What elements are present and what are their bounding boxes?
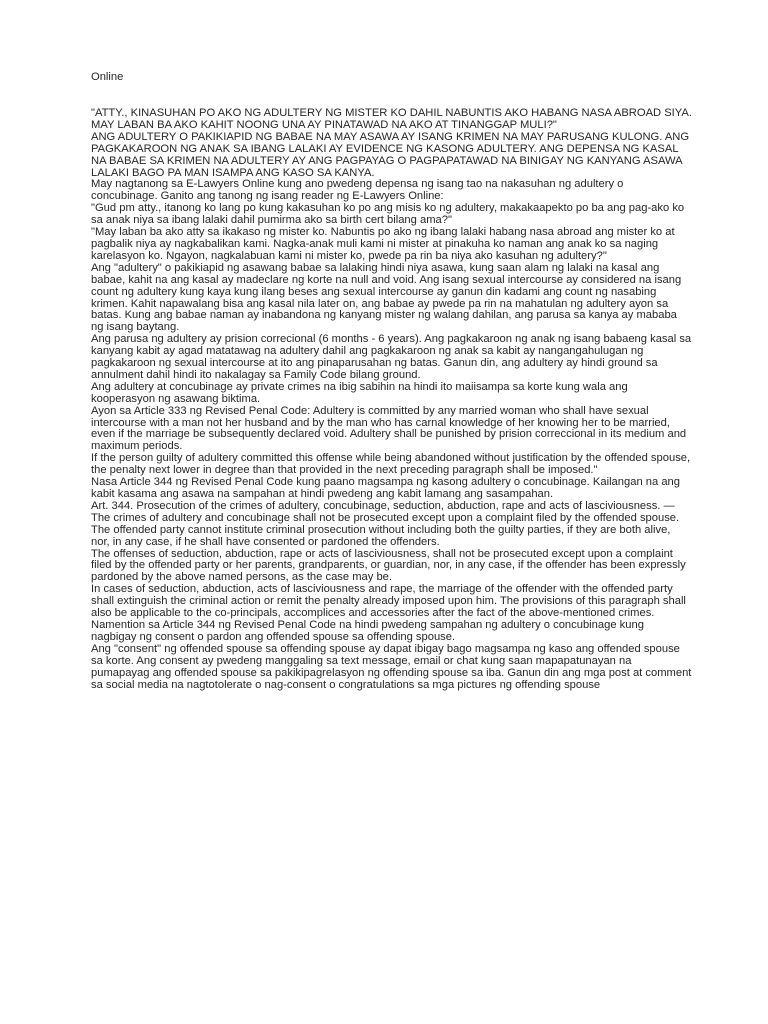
paragraph: Ang "consent" ng offended spouse sa offending spouse ay dapat ibigay bago magsampa ng kaso ang offended spouse sa korte. Ang consent ay pwedeng manggaling sa text message, email or chat kung saan mapapatunayan na pumapayag ang offended spouse sa pakikipagrelasyon ng offending spouse sa iba. Ganun din ang mga post at comment sa social media na nagtotolerate o nag-consent o congratulations sa mga pictures ng offending spouse xyxy=(91,642,692,691)
paragraph: Ang parusa ng adultery ay prision correcional (6 months - 6 years). Ang pagkakaroon ng anak ng isang babaeng kasal sa kanyang kabit ay agad matatawag na adultery dahil ang pagkakaroon ng anak sa kabit ay nangangahulugan ng pagkakaroon ng sexual intercourse at ito ang pinaparusahan ng batas. Ganun din, ang adultery ay hindi ground sa annulment dahil hindi ito nakalagay sa Family Code bilang ground. xyxy=(91,333,692,381)
paragraph: "Gud pm atty., itanong ko lang po kung kakasuhan ko po ang misis ko ng adultery, makakaapekto po ba ang pag-ako ko sa anak niya sa ibang lalaki dahil pumirma ako sa birth cert bilang ama?" xyxy=(91,202,685,227)
paragraph: Art. 344. Prosecution of the crimes of adultery, concubinage, seduction, abduction, rape and acts of lasciviousness. — The crimes of adultery and concubinage shall not be prosecuted except upon a complaint filed by the offended spouse. xyxy=(91,499,680,524)
paragraph: The offenses of seduction, abduction, rape or acts of lasciviousness, shall not be prosecuted except upon a complaint filed by the offended party or her parents, grandparents, or guardian, nor, in any case, if the offender has been expressly pardoned by the above named persons, as the case may be. xyxy=(91,547,686,584)
paragraph: If the person guilty of adultery committed this offense while being abandoned without justification by the offended spouse, the penalty next lower in degree than that provided in the next preceding paragraph shall be imposed." xyxy=(91,452,691,477)
document-header: Online xyxy=(91,71,124,83)
paragraph: "May laban ba ako atty sa ikakaso ng mister ko. Nabuntis po ako ng ibang lalaki habang nasa abroad ang mister ko at pagbalik niya ay nagkabalikan kami. Nagka-anak muli kami ni mister at pinakuha ko naman ang anak ko sa naging karelasyon ko. Ngayon, nagkalabuan kami ni mister ko, pwede pa rin ba niya ako kasuhan ng adultery?" xyxy=(91,226,675,262)
paragraph: Ang adultery at concubinage ay private crimes na ibig sabihin na hindi ito maiisampa sa korte kung wala ang kooperasyon ng asawang biktima. xyxy=(91,380,628,405)
paragraph: Nasa Article 344 ng Revised Penal Code kung paano magsampa ng kasong adultery o concubinage. Kailangan na ang kabit kasama ang asawa na sampahan at hindi pwedeng ang kabit lamang ang sasampahan. xyxy=(91,476,680,500)
paragraph: Ayon sa Article 333 ng Revised Penal Code: Adultery is committed by any married woman who shall have sexual intercourse with a man not her husband and by the man who has carnal knowledge of her knowing her to be married, even if the marriage be subsequently declared void. Adultery shall be punished by prision correccional in its medium and maximum periods. xyxy=(91,404,687,453)
paragraph: In cases of seduction, abduction, acts of lasciviousness and rape, the marriage of the offender with the offended party shall extinguish the criminal action or remit the penalty already imposed upon him. The provisions of this paragraph shall also be applicable to the co-principals, accomplices and accessories after the fact of the above-mentioned crimes. xyxy=(91,583,686,620)
paragraph: May nagtanong sa E-Lawyers Online kung ano pwedeng depensa ng isang tao na nakasuhan ng adultery o concubinage. Ganito ang tanong ng isang reader ng E-Lawyers Online: xyxy=(91,178,624,203)
document-body xyxy=(91,108,692,691)
paragraph-question-heading: "ATTY., KINASUHAN PO AKO NG ADULTERY NG MISTER KO DAHIL NABUNTIS AKO HABANG NASA ABROAD SIYA. MAY LABAN BA AKO KAHIT NOONG UNA AY PINATAWAD NA AKO AT TINANGGAP MULI?" xyxy=(91,107,692,131)
paragraph: The offended party cannot institute criminal prosecution without including both the guilty parties, if they are both alive, nor, in any case, if he shall have consented or pardoned the offenders. xyxy=(91,523,671,548)
paragraph: Namention sa Article 344 ng Revised Penal Code na hindi pwedeng sampahan ng adultery o concubinage kung nagbigay ng consent o pardon ang offended spouse sa offending spouse. xyxy=(91,618,644,643)
paragraph: Ang "adultery" o pakikiapid ng asawang babae sa lalaking hindi niya asawa, kung saan alam ng lalaki na kasal ang babae, kahit na ang kasal ay madeclare ng korte na null and void. Ang isang sexual intercourse ay considered na isang count ng adultery kung kaya kung ilang beses ang sexual intercourse ay ganun din kadami ang count ng nasabing krimen. Kahit napawalang bisa ang kasal nila later on, ang babae ay pwede pa rin na mahatulan ng adultery ayon sa batas. Kung ang babae naman ay inabandona ng kanyang mister ng walang dahilan, ang parusa sa kanya ay mababa ng isang baytang. xyxy=(91,261,682,334)
paragraph-answer-heading: ANG ADULTERY O PAKIKIAPID NG BABAE NA MAY ASAWA AY ISANG KRIMEN NA MAY PARUSANG KULONG. ANG PAGKAKAROON NG ANAK SA IBANG LALAKI AY EVIDENCE NG KASONG ADULTERY. ANG DEPENSA NG KASAL NA BABAE SA KRIMEN NA ADULTERY AY ANG PAGPAYAG O PAGPAPATAWAD NA BINIGAY NG KANYANG ASAWA LALAKI BAGO PA MAN ISAMPA ANG KASO SA KANYA. xyxy=(91,130,690,179)
